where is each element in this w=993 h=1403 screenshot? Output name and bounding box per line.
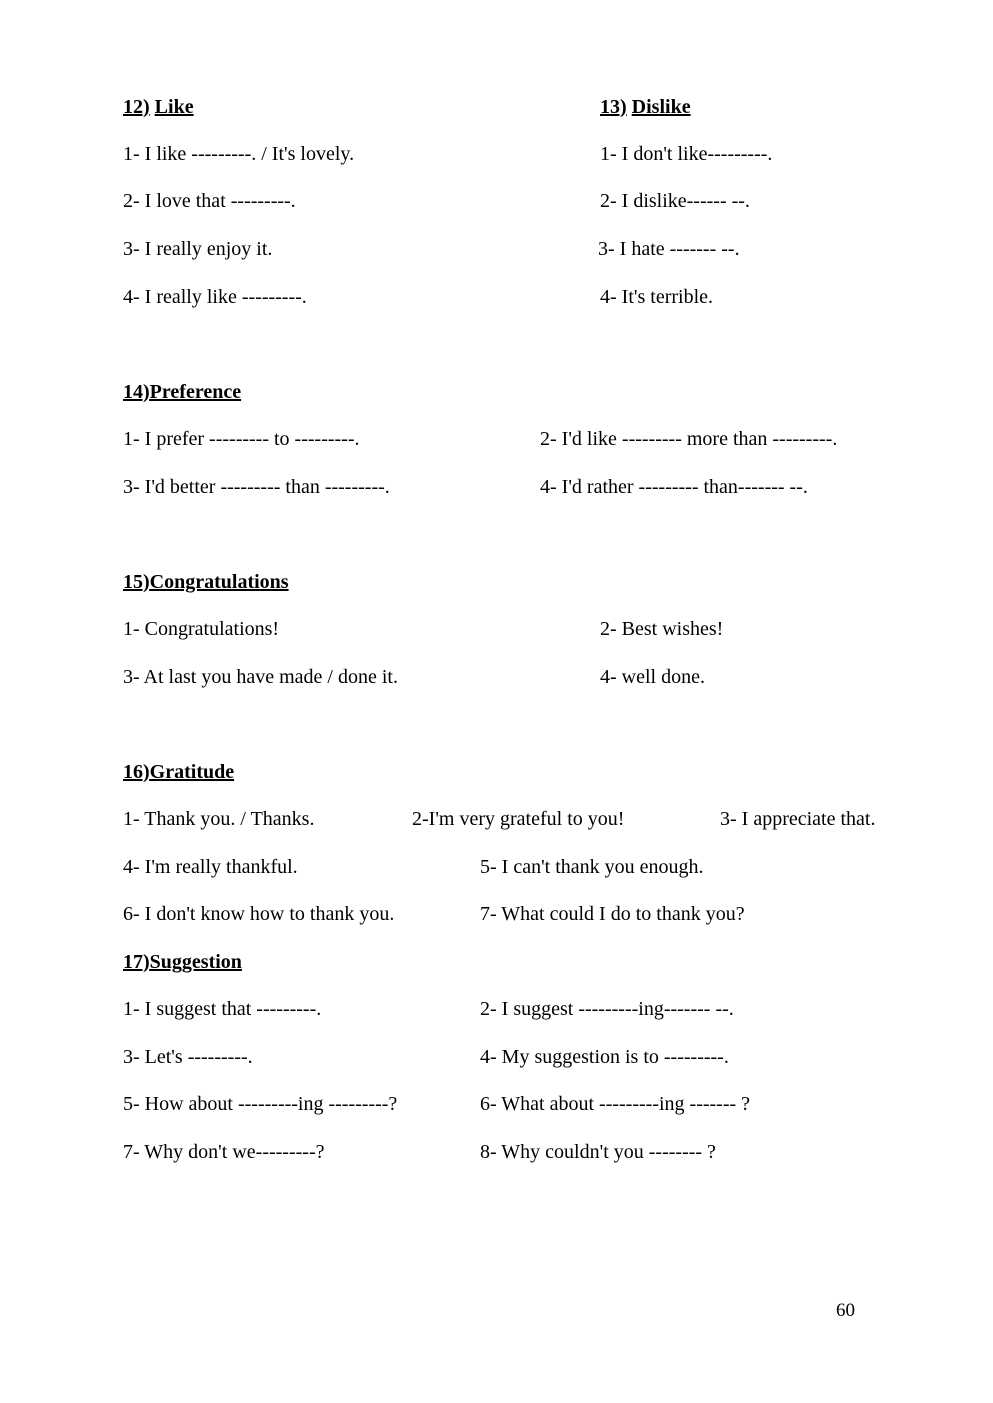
gratitude-item-5: 5- I can't thank you enough.: [480, 856, 704, 878]
congratulations-item-2: 2- Best wishes!: [600, 618, 724, 640]
heading-congratulations: [123, 572, 289, 592]
heading-label: Dislike: [631, 96, 691, 118]
heading-like: [123, 97, 194, 117]
dislike-item-3: 3- I hate ------- --.: [598, 238, 740, 260]
heading-label: Preference: [149, 381, 242, 403]
gratitude-item-1: 1- Thank you. / Thanks.: [123, 808, 315, 830]
heading-label: Suggestion: [149, 951, 242, 973]
heading-dislike: [600, 97, 691, 117]
congratulations-item-3: 3- At last you have made / done it.: [123, 666, 398, 688]
heading-suggestion: [123, 952, 242, 972]
dislike-item-1: 1- I don't like---------.: [600, 143, 773, 165]
heading-label: Congratulations: [149, 571, 289, 593]
heading-number: 17): [123, 951, 150, 973]
suggestion-item-6: 6- What about ---------ing ------- ?: [480, 1093, 751, 1115]
preference-item-2: 2- I'd like --------- more than ---------.: [540, 428, 838, 450]
heading-number: 12): [123, 96, 150, 118]
gratitude-item-4: 4- I'm really thankful.: [123, 856, 298, 878]
like-item-4: 4- I really like ---------.: [123, 286, 307, 308]
dislike-item-4: 4- It's terrible.: [600, 286, 714, 308]
suggestion-item-3: 3- Let's ---------.: [123, 1046, 253, 1068]
heading-gratitude: [123, 762, 234, 782]
gratitude-item-7: 7- What could I do to thank you?: [480, 903, 745, 925]
preference-item-3: 3- I'd better --------- than ---------.: [123, 476, 390, 498]
suggestion-item-4: 4- My suggestion is to ---------.: [480, 1046, 729, 1068]
heading-number: 14): [123, 381, 150, 403]
like-item-3: 3- I really enjoy it.: [123, 238, 273, 260]
like-item-2: 2- I love that ---------.: [123, 190, 296, 212]
heading-label: Like: [154, 96, 194, 118]
suggestion-item-1: 1- I suggest that ---------.: [123, 998, 322, 1020]
gratitude-item-6: 6- I don't know how to thank you.: [123, 903, 395, 925]
gratitude-item-3: 3- I appreciate that.: [720, 808, 876, 830]
congratulations-item-1: 1- Congratulations!: [123, 618, 280, 640]
like-item-1: 1- I like ---------. / It's lovely.: [123, 143, 355, 165]
suggestion-item-2: 2- I suggest ---------ing------- --.: [480, 998, 734, 1020]
suggestion-item-8: 8- Why couldn't you -------- ?: [480, 1141, 716, 1163]
heading-preference: [123, 382, 241, 402]
congratulations-item-4: 4- well done.: [600, 666, 705, 688]
preference-item-1: 1- I prefer --------- to ---------.: [123, 428, 360, 450]
gratitude-item-2: 2-I'm very grateful to you!: [412, 808, 625, 830]
preference-item-4: 4- I'd rather --------- than------- --.: [540, 476, 808, 498]
suggestion-item-7: 7- Why don't we---------?: [123, 1141, 325, 1163]
page-number: 60: [836, 1300, 855, 1321]
heading-number: 16): [123, 761, 150, 783]
heading-label: Gratitude: [149, 761, 235, 783]
heading-number: 15): [123, 571, 150, 593]
suggestion-item-5: 5- How about ---------ing ---------?: [123, 1093, 398, 1115]
heading-number: 13): [600, 96, 627, 118]
dislike-item-2: 2- I dislike------ --.: [600, 190, 750, 212]
